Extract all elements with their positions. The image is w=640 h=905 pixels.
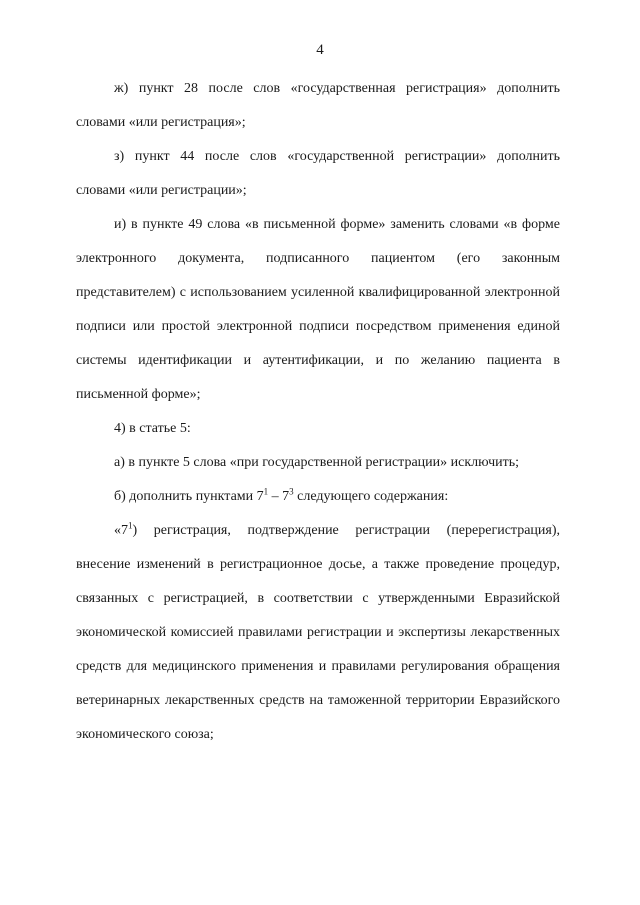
paragraph-b-after: следующего содержания:: [293, 489, 449, 504]
paragraph-a: а) в пункте 5 слова «при государственной регистрации» исключить;: [114, 455, 520, 470]
paragraph-7-1-text: ) регистрация, подтверждение регистрации (перерегистрация), внесение изменений в регистрационное досье, а также проведение процедур, связанных с регистрацией, в соответствии с утвержденными Евразийской экономической комиссией правилами регистрации и экспертизы лекарственных средств для медицинского применения и правилами регулирования обращения ветеринарных лекарственных средств на таможенной территории Евразийского экономического союза;: [76, 523, 560, 742]
paragraph-b-superscript-3: 3: [289, 486, 294, 497]
paragraph-z: з) пункт 44 после слов «государственной регистрации» дополнить словами «или регистрации»;: [76, 149, 560, 198]
paragraph-b-middle: – 7: [268, 489, 290, 504]
page-number: 4: [316, 42, 324, 58]
paragraph-b-superscript-1: 1: [263, 486, 269, 497]
paragraph-7-1-open: «7: [114, 523, 128, 538]
document-body: [76, 72, 560, 752]
paragraph-7-1-superscript: 1: [128, 520, 133, 531]
paragraph-zh: ж) пункт 28 после слов «государственная регистрация» дополнить словами «или регистрация»;: [76, 81, 560, 130]
paragraph-b-before: б) дополнить пунктами 7: [114, 489, 264, 504]
paragraph-article-5: 4) в статье 5:: [114, 421, 191, 436]
paragraph-b: [76, 480, 560, 514]
paragraph-7-1: [76, 514, 560, 752]
paragraph-i: и) в пункте 49 слова «в письменной форме» заменить словами «в форме электронного документа, подписанного пациентом (его законным представителем) с использованием усиленной квалифицированной электронной подписи или простой электронной подписи посредством применения единой системы идентификации и аутентификации, и по желанию пациента в письменной форме»;: [76, 217, 560, 402]
